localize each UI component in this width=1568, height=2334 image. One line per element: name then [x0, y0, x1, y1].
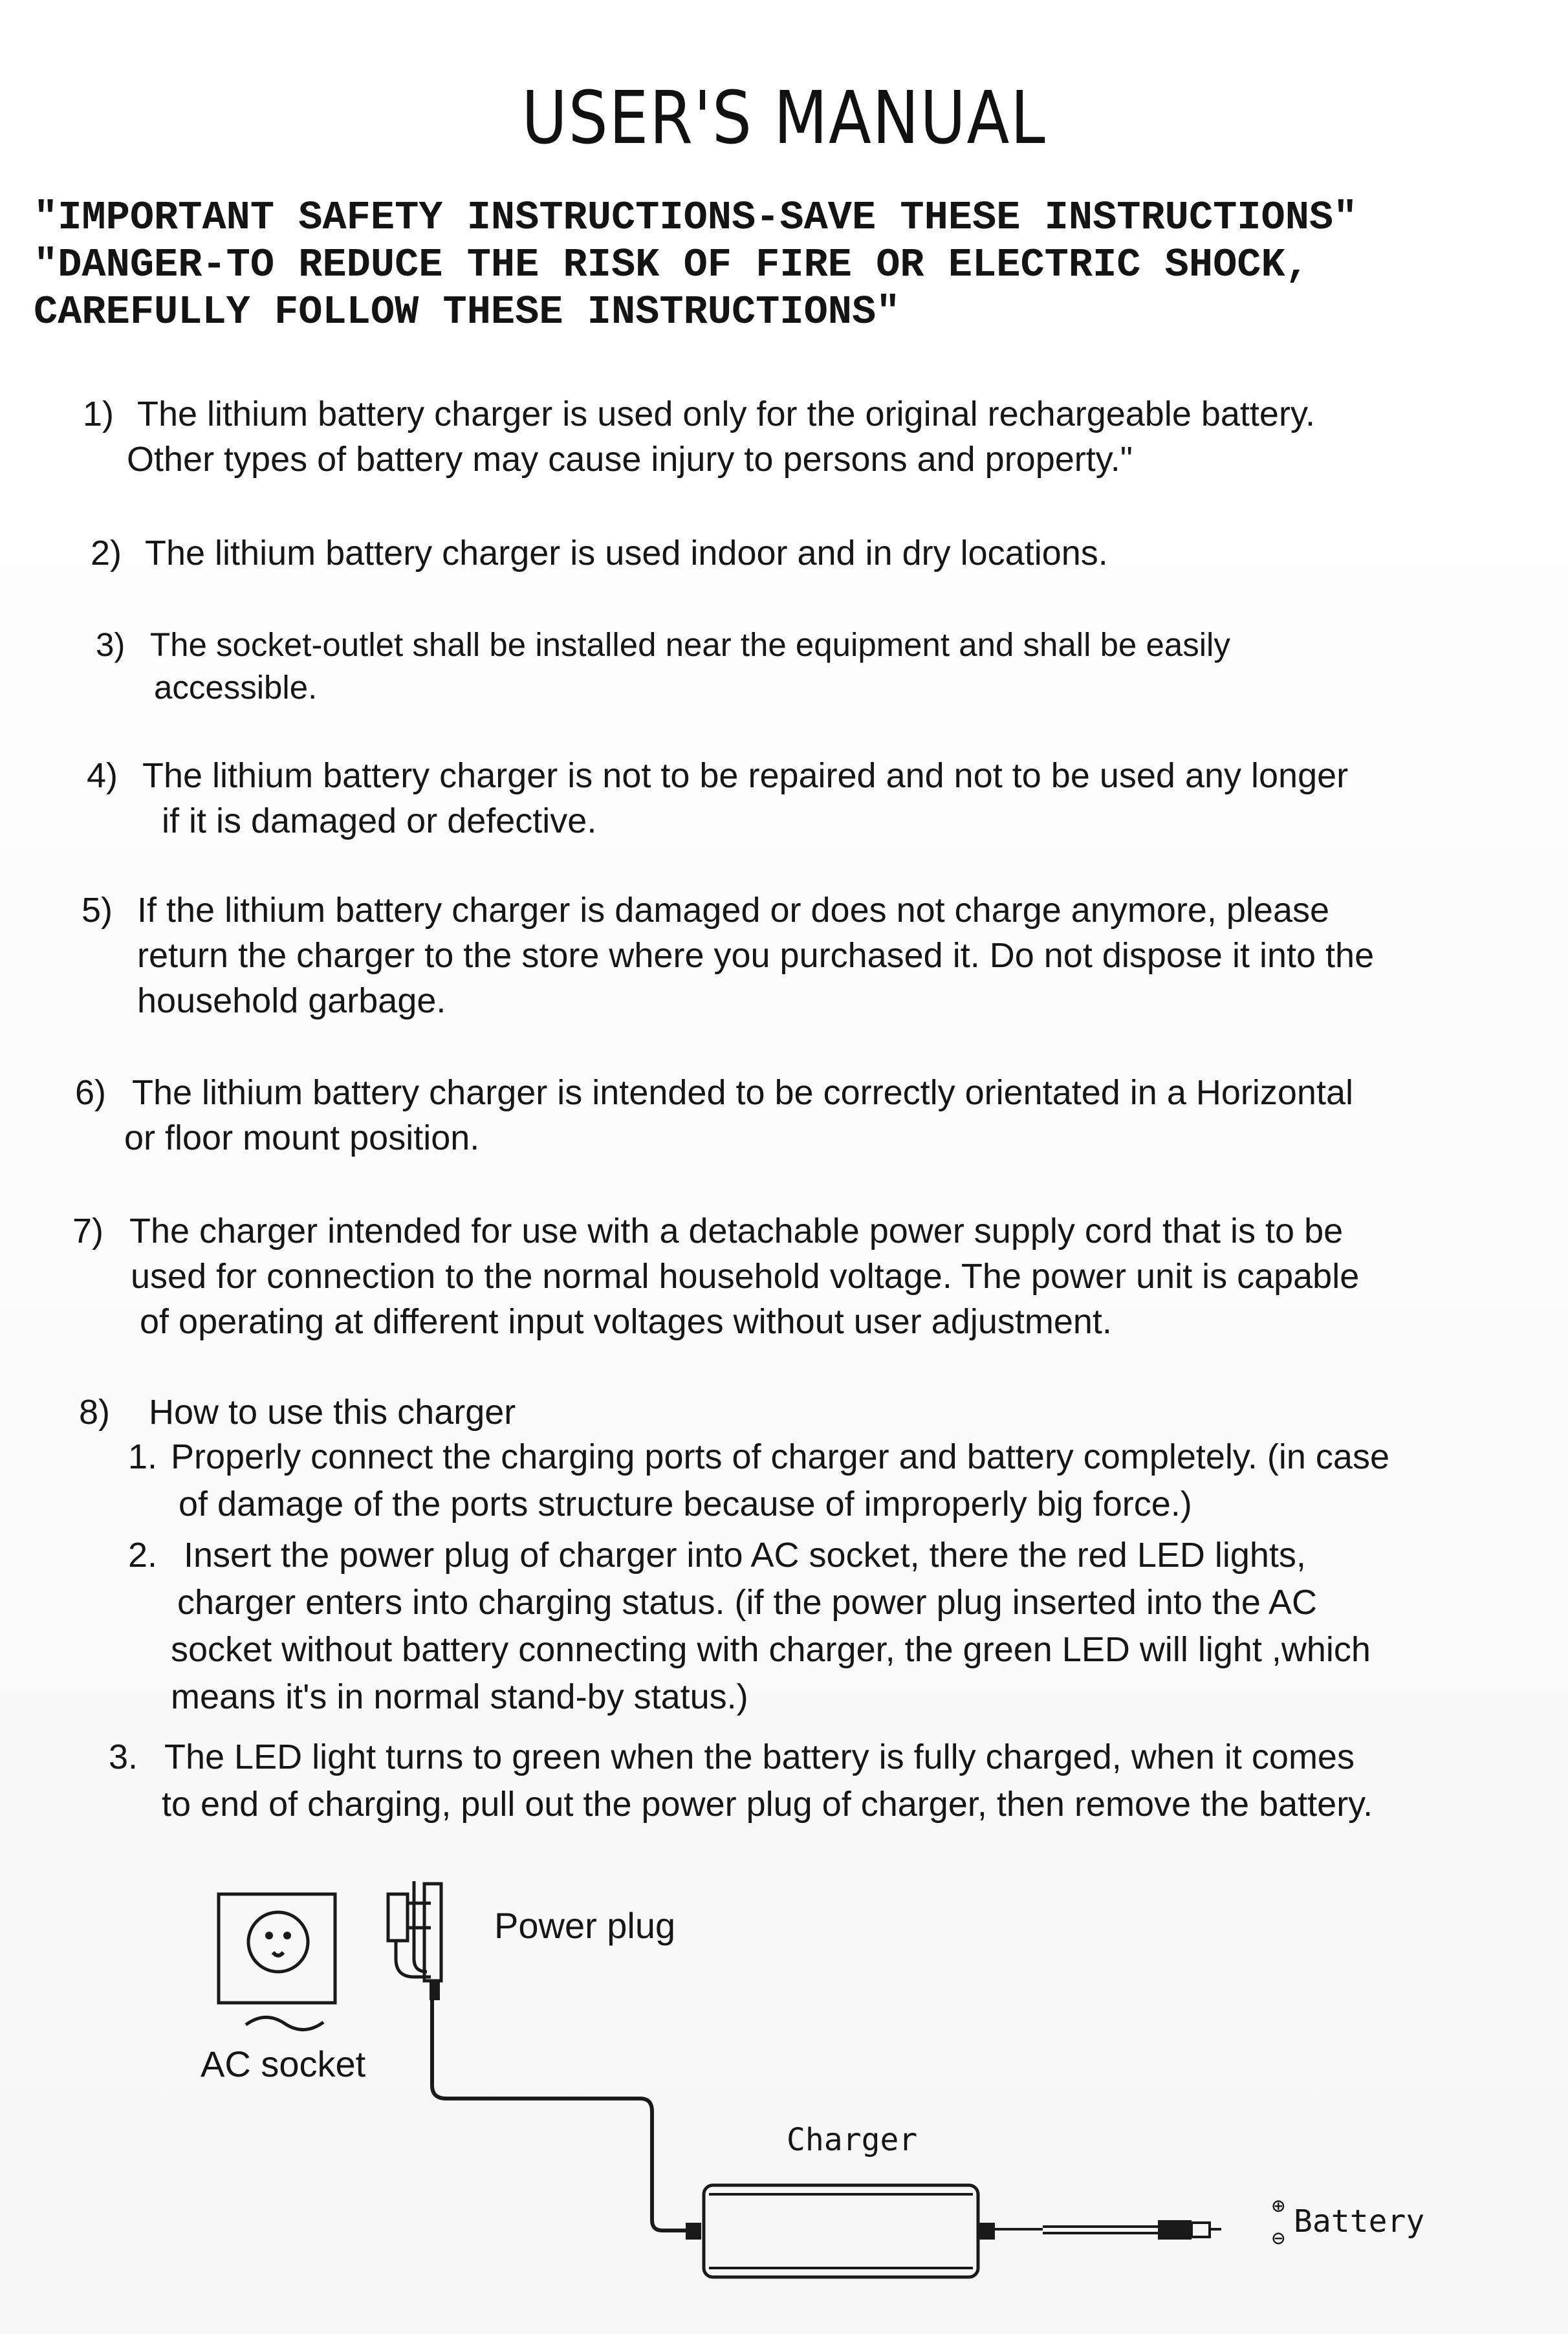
item-text: if it is damaged or defective.	[162, 802, 597, 840]
item-number: 7)	[72, 1212, 104, 1250]
item-text: The lithium battery charger is used indoor and in dry locations.	[145, 534, 1108, 573]
safety-line-3: CAREFULLY FOLLOW THESE INSTRUCTIONS"	[34, 289, 900, 335]
charger-unit-icon	[686, 2185, 995, 2277]
item-text: or floor mount position.	[124, 1118, 480, 1157]
usage-step-3	[109, 1734, 1373, 1828]
safety-line-1: "IMPORTANT SAFETY INSTRUCTIONS-SAVE THESE INSTRUCTIONS"	[34, 195, 1358, 241]
item-text: How to use this charger	[149, 1393, 516, 1432]
safety-warning	[34, 194, 1547, 336]
step-text: The LED light turns to green when the battery is fully charged, when it comes	[164, 1738, 1355, 1776]
battery-plus-icon: ⊕	[1272, 2193, 1285, 2219]
safety-line-2: "DANGER-TO REDUCE THE RISK OF FIRE OR ELECTRIC SHOCK,	[34, 242, 1309, 288]
item-number: 3)	[96, 626, 125, 663]
instruction-item-4	[87, 753, 1348, 844]
power-plug-icon	[388, 1881, 441, 2000]
item-text: accessible.	[154, 669, 318, 706]
item-number: 1)	[83, 395, 114, 433]
step-number: 3.	[109, 1738, 138, 1776]
ac-socket-icon	[219, 1894, 335, 2003]
step-text: Properly connect the charging ports of charger and battery completely. (in case	[171, 1437, 1389, 1476]
item-text: return the charger to the store where you purchased it. Do not dispose it into the	[137, 936, 1375, 975]
item-text: The lithium battery charger is not to be repaired and not to be used any longer	[142, 756, 1349, 795]
item-text: The lithium battery charger is used only for the original rechargeable battery.	[137, 395, 1315, 433]
instruction-item-7	[72, 1208, 1359, 1344]
power-cord	[432, 2000, 686, 2230]
instruction-item-5	[82, 888, 1374, 1023]
charger-label: Charger	[787, 2122, 918, 2158]
item-text: The charger intended for use with a detachable power supply cord that is to be	[129, 1212, 1344, 1250]
item-number: 6)	[75, 1073, 107, 1112]
step-text: means it's in normal stand-by status.)	[171, 1677, 748, 1716]
item-text: of operating at different input voltages without user adjustment.	[140, 1302, 1112, 1341]
battery-label: Battery	[1294, 2203, 1425, 2240]
instruction-item-1	[83, 391, 1315, 482]
step-text: Insert the power plug of charger into AC socket, there the red LED lights,	[184, 1536, 1306, 1575]
item-text: The socket-outlet shall be installed near the equipment and shall be easily	[150, 626, 1230, 663]
step-text: of damage of the ports structure because of improperly big force.)	[179, 1485, 1192, 1523]
instruction-item-2	[91, 530, 1108, 576]
page-title: USER'S MANUAL	[521, 76, 1047, 160]
instruction-item-8	[79, 1390, 516, 1435]
item-text: household garbage.	[137, 981, 446, 1020]
instruction-item-3	[96, 624, 1230, 709]
step-text: socket without battery connecting with charger, the green LED will light ,which	[171, 1630, 1371, 1669]
step-text: charger enters into charging status. (if the power plug inserted into the AC	[177, 1583, 1317, 1622]
instruction-item-6	[75, 1070, 1353, 1161]
ac-socket-label: AC socket	[201, 2044, 366, 2084]
usage-step-2	[128, 1532, 1371, 1721]
item-number: 8)	[79, 1393, 111, 1432]
item-text: The lithium battery charger is intended to be correctly orientated in a Horizontal	[132, 1073, 1353, 1112]
step-number: 1.	[128, 1437, 158, 1476]
usage-step-1	[128, 1434, 1389, 1528]
ac-symbol-icon	[246, 2017, 323, 2029]
item-text: If the lithium battery charger is damaged or does not charge anymore, please	[137, 891, 1330, 930]
battery-connector-icon	[995, 2220, 1221, 2240]
item-number: 2)	[91, 534, 122, 573]
item-number: 5)	[82, 891, 113, 930]
item-number: 4)	[87, 756, 118, 795]
charger-connection-diagram	[0, 1863, 1568, 2334]
item-text: Other types of battery may cause injury to persons and property."	[127, 440, 1133, 479]
power-plug-label: Power plug	[494, 1905, 676, 1946]
step-number: 2.	[128, 1536, 158, 1575]
step-text: to end of charging, pull out the power plug of charger, then remove the battery.	[162, 1785, 1373, 1824]
item-text: used for connection to the normal household voltage. The power unit is capable	[131, 1257, 1360, 1296]
battery-minus-icon: ⊖	[1272, 2225, 1285, 2251]
diagram-drawing	[0, 1863, 1568, 2334]
